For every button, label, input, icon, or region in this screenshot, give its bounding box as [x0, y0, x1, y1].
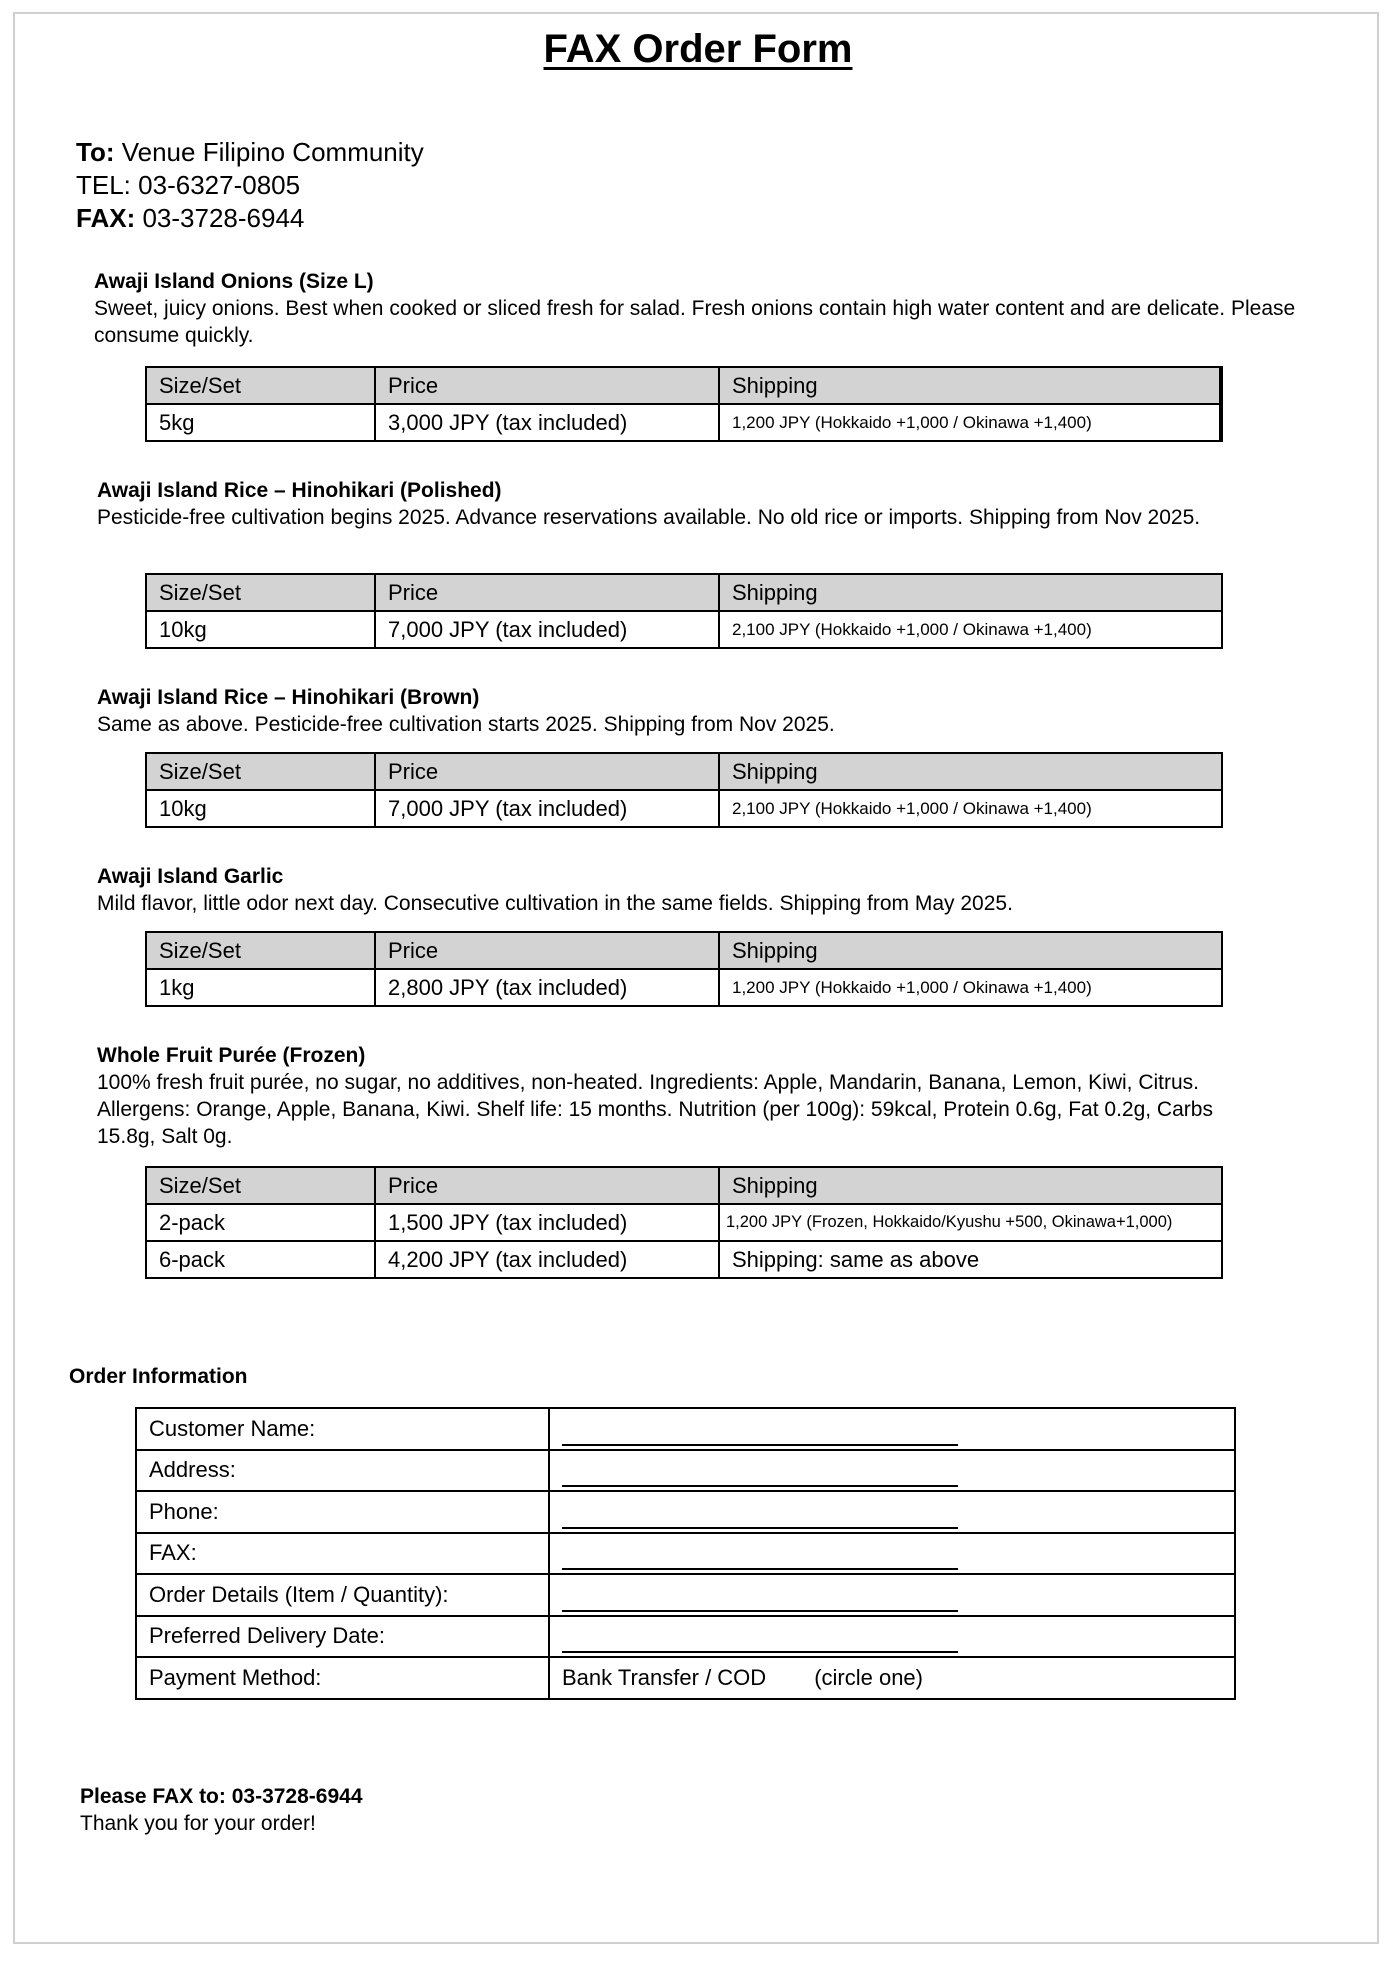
- order-row-address: [136, 1450, 1235, 1492]
- cell-shipping: 1,200 JPY (Hokkaido +1,000 / Okinawa +1,400): [719, 404, 1221, 441]
- customer-name-field[interactable]: [549, 1408, 1235, 1450]
- table-header-row: [146, 367, 1221, 404]
- cell-price: 2,800 JPY (tax included): [375, 969, 719, 1006]
- header-size: Size/Set: [146, 753, 375, 790]
- order-details-field[interactable]: [549, 1574, 1235, 1616]
- table-header-row: [146, 753, 1222, 790]
- blank-line[interactable]: [562, 1546, 958, 1570]
- blank-line[interactable]: [562, 1422, 958, 1446]
- cell-shipping: Shipping: same as above: [719, 1241, 1222, 1278]
- table-row: [146, 790, 1222, 827]
- product-rice-brown: [97, 684, 1307, 738]
- product-garlic: [97, 863, 1307, 917]
- product-table-onions: [145, 366, 1223, 442]
- address-field[interactable]: [549, 1450, 1235, 1492]
- product-table-fruit-puree: [145, 1166, 1223, 1279]
- cell-size: 1kg: [146, 969, 375, 1006]
- cell-size: 5kg: [146, 404, 375, 441]
- product-title: Awaji Island Rice – Hinohikari (Brown): [97, 686, 480, 709]
- product-title: Awaji Island Rice – Hinohikari (Polished): [97, 479, 502, 502]
- cell-shipping: 1,200 JPY (Frozen, Hokkaido/Kyushu +500, Okinawa+1,000): [719, 1204, 1222, 1241]
- cell-price: 4,200 JPY (tax included): [375, 1241, 719, 1278]
- order-row-phone: [136, 1491, 1235, 1533]
- header-shipping: Shipping: [719, 753, 1222, 790]
- cell-shipping: 1,200 JPY (Hokkaido +1,000 / Okinawa +1,400): [719, 969, 1222, 1006]
- field-label: FAX:: [136, 1533, 549, 1575]
- delivery-date-field[interactable]: [549, 1616, 1235, 1658]
- order-row-payment-method: [136, 1657, 1235, 1699]
- product-title: Awaji Island Garlic: [97, 865, 284, 888]
- header-size: Size/Set: [146, 1167, 375, 1204]
- cell-price: 7,000 JPY (tax included): [375, 790, 719, 827]
- order-row-order-details: [136, 1574, 1235, 1616]
- table-row: [146, 611, 1222, 648]
- header-price: Price: [375, 753, 719, 790]
- table-row: [146, 1204, 1222, 1241]
- order-info-table: [135, 1407, 1236, 1700]
- table-header-row: [146, 932, 1222, 969]
- product-description: Sweet, juicy onions. Best when cooked or sliced fresh for salad. Fresh onions contain high water content and are delicate. Please consume quickly.: [94, 297, 1296, 347]
- order-info-title: Order Information: [69, 1365, 248, 1388]
- header-price: Price: [375, 367, 719, 404]
- order-row-delivery-date: [136, 1616, 1235, 1658]
- header-shipping: Shipping: [719, 932, 1222, 969]
- header-size: Size/Set: [146, 367, 375, 404]
- header-shipping: Shipping: [719, 367, 1221, 404]
- page-title: FAX Order Form: [543, 27, 853, 71]
- table-header-row: [146, 574, 1222, 611]
- product-rice-polished: [97, 477, 1307, 531]
- header-size: Size/Set: [146, 574, 375, 611]
- fax-field[interactable]: [549, 1533, 1235, 1575]
- table-header-row: [146, 1167, 1222, 1204]
- header-price: Price: [375, 574, 719, 611]
- cell-shipping: 2,100 JPY (Hokkaido +1,000 / Okinawa +1,400): [719, 611, 1222, 648]
- fax-instruction: Please FAX to: 03-3728-6944: [80, 1785, 363, 1808]
- recipient-tel: TEL: 03-6327-0805: [76, 170, 301, 200]
- field-label: Phone:: [136, 1491, 549, 1533]
- footer: [80, 1783, 363, 1837]
- cell-size: 10kg: [146, 611, 375, 648]
- header-size: Size/Set: [146, 932, 375, 969]
- recipient-block: [76, 136, 424, 235]
- product-onions: [94, 268, 1304, 349]
- cell-price: 7,000 JPY (tax included): [375, 611, 719, 648]
- cell-price: 3,000 JPY (tax included): [375, 404, 719, 441]
- cell-size: 10kg: [146, 790, 375, 827]
- table-row: [146, 404, 1221, 441]
- product-fruit-puree: [97, 1042, 1277, 1150]
- product-description: Same as above. Pesticide-free cultivation starts 2025. Shipping from Nov 2025.: [97, 713, 835, 736]
- payment-options[interactable]: Bank Transfer / COD: [562, 1664, 767, 1690]
- field-label: Customer Name:: [136, 1408, 549, 1450]
- field-label: Preferred Delivery Date:: [136, 1616, 549, 1658]
- header-price: Price: [375, 932, 719, 969]
- recipient-fax: FAX: 03-3728-6944: [76, 203, 305, 233]
- cell-size: 6-pack: [146, 1241, 375, 1278]
- header-shipping: Shipping: [719, 574, 1222, 611]
- blank-line[interactable]: [562, 1629, 958, 1653]
- field-label: Order Details (Item / Quantity):: [136, 1574, 549, 1616]
- table-row: [146, 969, 1222, 1006]
- header-price: Price: [375, 1167, 719, 1204]
- product-description: 100% fresh fruit purée, no sugar, no additives, non-heated. Ingredients: Apple, Mandarin, Banana, Lemon, Kiwi, Citrus. Allergens: Orange, Apple, Banana, Kiwi. Shelf life: 15 months. Nutrition (per 100g): 59kcal, Protein 0.6g, Fat 0.2g, Carbs 15.8g, Salt 0g.: [97, 1071, 1213, 1148]
- product-title: Awaji Island Onions (Size L): [94, 270, 374, 293]
- blank-line[interactable]: [562, 1588, 958, 1612]
- order-row-customer-name: [136, 1408, 1235, 1450]
- product-table-rice-brown: [145, 752, 1223, 828]
- field-label: Address:: [136, 1450, 549, 1492]
- product-table-rice-polished: [145, 573, 1223, 649]
- product-table-garlic: [145, 931, 1223, 1007]
- header-shipping: Shipping: [719, 1167, 1222, 1204]
- cell-size: 2-pack: [146, 1204, 375, 1241]
- product-title: Whole Fruit Purée (Frozen): [97, 1044, 366, 1067]
- product-description: Pesticide-free cultivation begins 2025. Advance reservations available. No old rice or imports. Shipping from Nov 2025.: [97, 506, 1201, 529]
- recipient-to: To: Venue Filipino Community: [76, 137, 424, 167]
- blank-line[interactable]: [562, 1505, 958, 1529]
- product-description: Mild flavor, little odor next day. Consecutive cultivation in the same fields. Shipping from May 2025.: [97, 892, 1013, 915]
- order-row-fax: [136, 1533, 1235, 1575]
- cell-price: 1,500 JPY (tax included): [375, 1204, 719, 1241]
- blank-line[interactable]: [562, 1463, 958, 1487]
- payment-method-field[interactable]: [549, 1657, 1235, 1699]
- table-row: [146, 1241, 1222, 1278]
- phone-field[interactable]: [549, 1491, 1235, 1533]
- cell-shipping: 2,100 JPY (Hokkaido +1,000 / Okinawa +1,400): [719, 790, 1222, 827]
- payment-hint: (circle one): [814, 1664, 923, 1690]
- field-label: Payment Method:: [136, 1657, 549, 1699]
- thank-you-text: Thank you for your order!: [80, 1812, 316, 1835]
